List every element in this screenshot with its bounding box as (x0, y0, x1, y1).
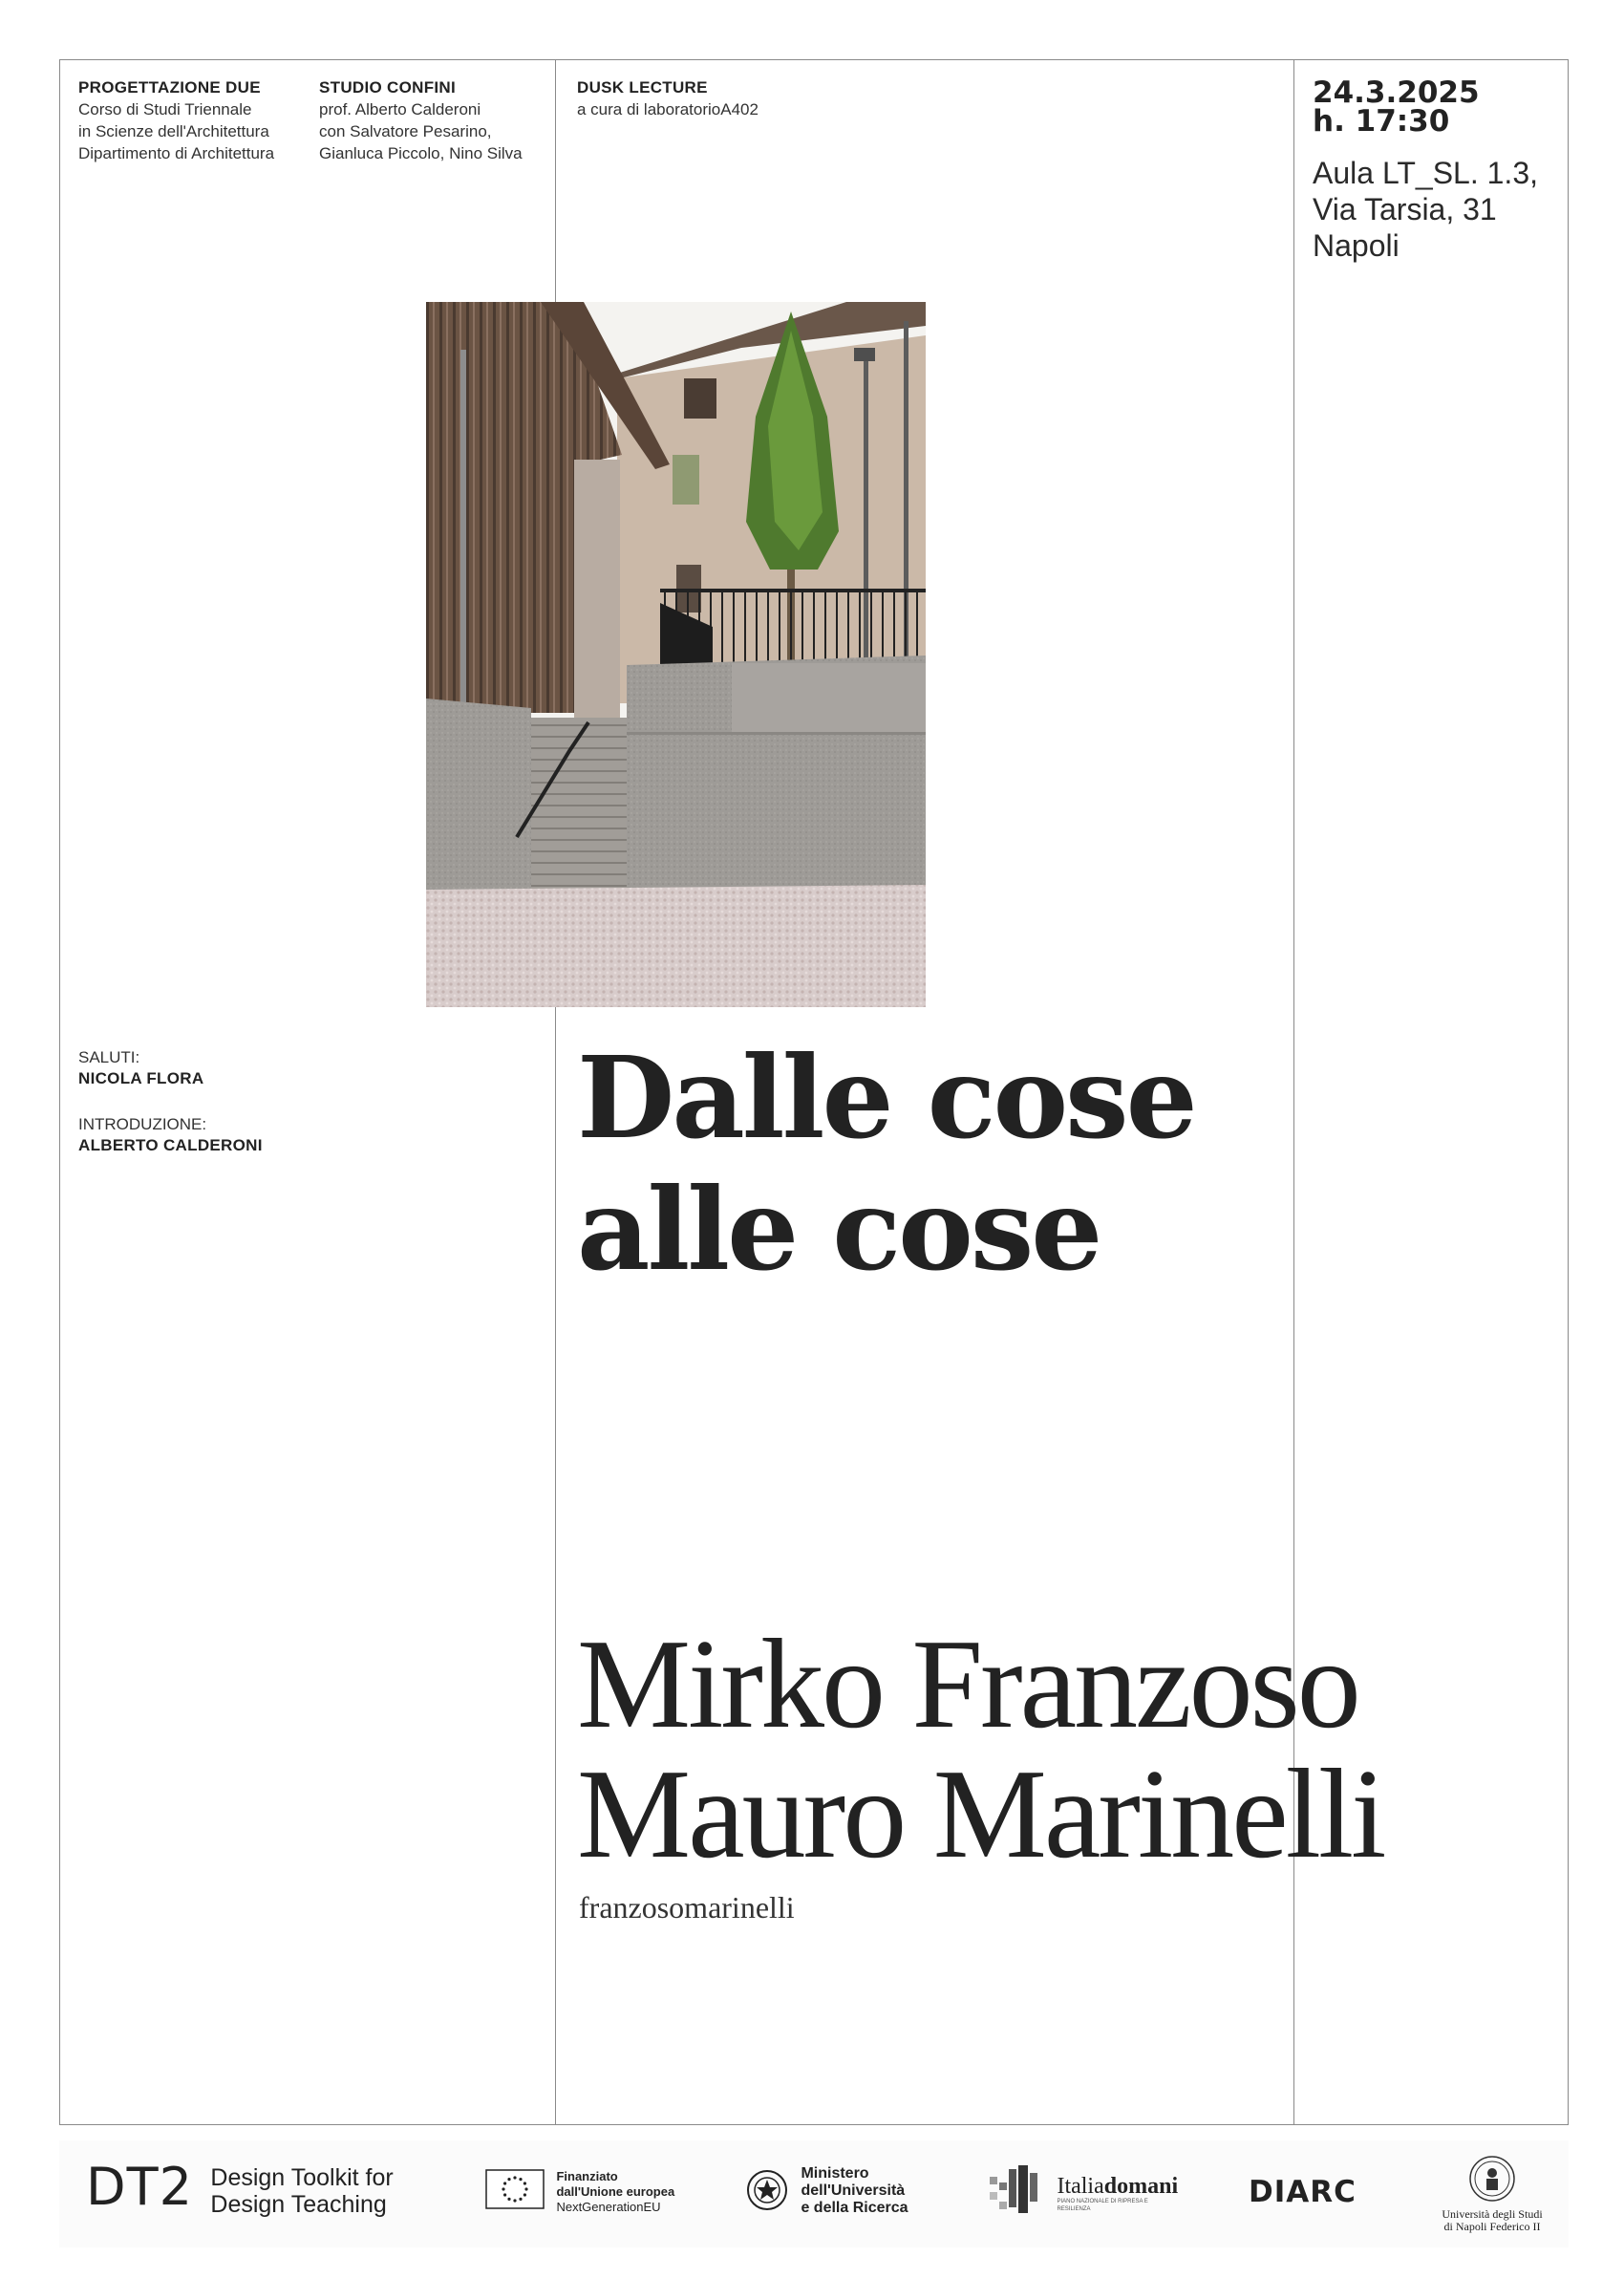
speaker-2: Mauro Marinelli (577, 1743, 1384, 1884)
speaker-studio: franzosomarinelli (579, 1890, 795, 1924)
venue-street: Via Tarsia, 31 (1313, 192, 1497, 226)
dt2-logo (86, 2157, 394, 2218)
title-line-2: alle cose (577, 1163, 1100, 1296)
saluti-label: SALUTI: (78, 1048, 140, 1066)
italiadomani-logo (986, 2163, 1178, 2219)
italian-emblem-icon (745, 2165, 789, 2215)
intro-name: ALBERTO CALDERONI (78, 1136, 263, 1154)
course-line: in Scienze dell'Architettura (78, 122, 269, 140)
studio-line: Gianluca Piccolo, Nino Silva (319, 144, 523, 162)
event-time: h. 17:30 (1313, 104, 1450, 139)
dt2-line-2: Design Teaching (210, 2191, 387, 2218)
studio-line: prof. Alberto Calderoni (319, 100, 481, 118)
course-info (78, 76, 274, 164)
eu-line-2: dall'Unione europea (556, 2184, 675, 2199)
event-date: 24.3.2025 (1313, 75, 1480, 110)
course-line: Dipartimento di Architettura (78, 144, 275, 162)
course-title: PROGETTAZIONE DUE (78, 78, 261, 97)
university-seal-icon (1467, 2154, 1517, 2204)
intro-block (78, 1114, 263, 1156)
italiadomani-subtitle: PIANO NAZIONALE DI RIPRESA E RESILIENZA (1057, 2199, 1148, 2212)
intro-label: INTRODUZIONE: (78, 1115, 207, 1133)
course-line: Corso di Studi Triennale (78, 100, 252, 118)
unina-line-1: Università degli Studi (1442, 2207, 1543, 2221)
event-venue (1313, 155, 1538, 264)
studio-title: STUDIO CONFINI (319, 78, 457, 97)
mur-logo (745, 2165, 908, 2217)
studio-line: con Salvatore Pesarino, (319, 122, 492, 140)
unina-logo (1435, 2154, 1549, 2233)
saluti-name: NICOLA FLORA (78, 1069, 204, 1087)
speaker-names (577, 1613, 1384, 1884)
speaker-1: Mirko Franzoso (577, 1613, 1358, 1754)
italiadomani-word-1: Italia (1057, 2174, 1104, 2199)
sponsor-footer (59, 2140, 1569, 2247)
lecture-info (577, 76, 759, 120)
diarc-logo: DIARC (1249, 2175, 1357, 2209)
venue-room: Aula LT_SL. 1.3, (1313, 156, 1538, 190)
dt2-mark: DT2 (86, 2157, 193, 2217)
eu-logo (485, 2169, 674, 2215)
eu-flag-icon (485, 2169, 545, 2209)
lecture-curator: a cura di laboratorioA402 (577, 100, 759, 118)
italiadomani-pixel-icon (986, 2163, 1049, 2219)
unina-line-2: di Napoli Federico II (1443, 2220, 1541, 2233)
lecture-title-heading (577, 1032, 1195, 1296)
saluti-block (78, 1047, 203, 1089)
eu-line-1: Finanziato (556, 2169, 618, 2183)
mur-line-2: dell'Università (801, 2182, 906, 2199)
studio-info (319, 76, 523, 164)
dt2-line-1: Design Toolkit for (210, 2164, 394, 2191)
mur-line-1: Ministero (801, 2165, 869, 2182)
event-datetime (1313, 75, 1480, 139)
architecture-photo (426, 302, 926, 1007)
lecture-title: DUSK LECTURE (577, 78, 708, 97)
title-line-1: Dalle cose (577, 1031, 1195, 1164)
eu-line-3: NextGenerationEU (556, 2200, 661, 2214)
mur-line-3: e della Ricerca (801, 2200, 908, 2216)
italiadomani-word-2: domani (1103, 2174, 1179, 2199)
venue-city: Napoli (1313, 228, 1400, 263)
